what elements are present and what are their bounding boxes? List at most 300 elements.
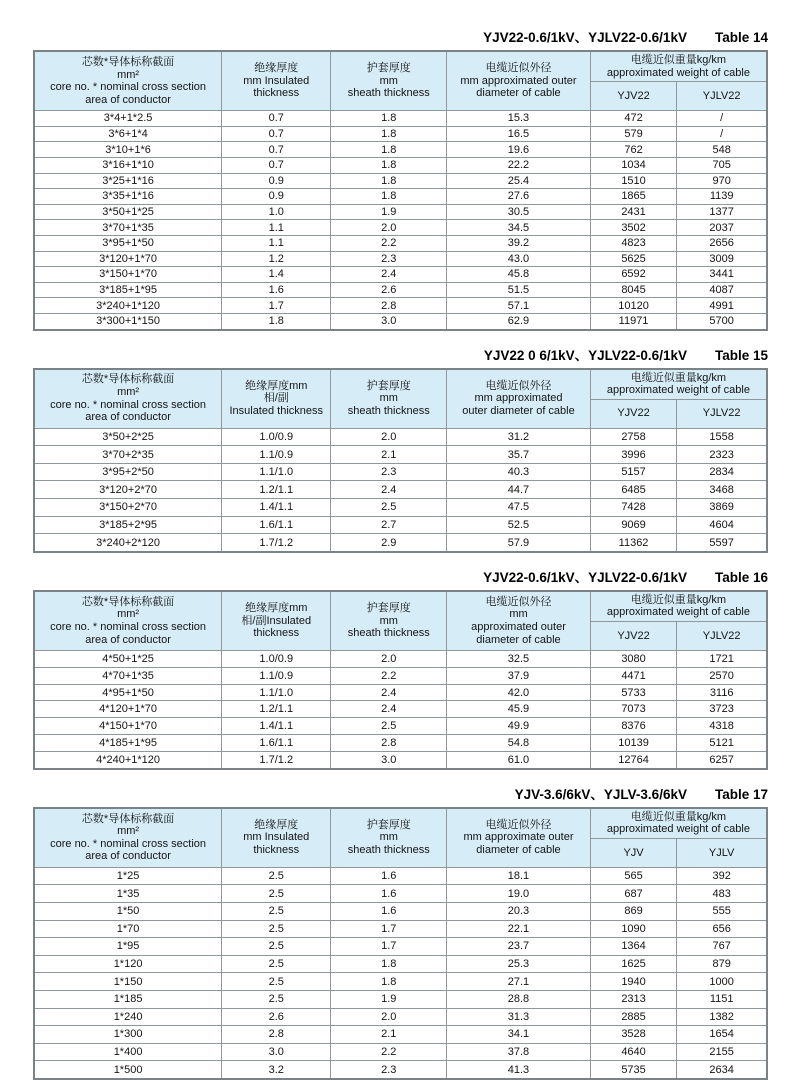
table-row [34,920,767,938]
data-cell: 3*4+1*2.5 [34,111,222,127]
table-row [34,534,767,552]
data-cell: 5157 [590,463,676,481]
table-row [34,973,767,991]
data-cell: 1.2/1.1 [222,481,331,499]
table-row [34,313,767,329]
data-cell: 0.7 [222,142,331,158]
data-cell: 2.8 [222,1026,331,1044]
table-row [34,142,767,158]
data-cell: 548 [677,142,767,158]
table-row [34,751,767,768]
weight-subcolumn-header: YJV22 [590,82,676,111]
data-cell: 1.8 [222,313,331,329]
data-cell: 2758 [590,428,676,446]
data-cell: 12764 [590,751,676,768]
table-14-section [33,30,768,331]
data-cell: 1.6 [331,867,447,885]
data-cell: 2.0 [331,220,447,236]
table-row [34,157,767,173]
weight-column-header: 电缆近似重量kg/km approximated weight of cable [590,808,767,839]
data-cell: 1.1/0.9 [222,667,331,684]
data-cell: 5735 [590,1061,676,1079]
data-cell: 3*120+1*70 [34,251,222,267]
data-cell: 2.4 [331,267,447,283]
data-cell: 22.1 [447,920,591,938]
data-cell: 1.9 [331,990,447,1008]
data-cell: 3*240+1*120 [34,298,222,314]
table-row [34,282,767,298]
data-cell: 565 [590,867,676,885]
table-row [34,718,767,735]
table-row [34,902,767,920]
data-cell: 4823 [590,235,676,251]
table-row [34,701,767,718]
data-cell: 3*50+2*25 [34,428,222,446]
data-cell: 3*10+1*6 [34,142,222,158]
column-header: 芯数*导体标称截面 mm² core no. * nominal cross section area of conductor [34,51,222,111]
data-cell: 2.5 [222,920,331,938]
data-cell: 2.0 [331,1008,447,1026]
data-cell: 4604 [677,516,767,534]
column-header: 绝缘厚度 mm Insulated thickness [222,51,331,111]
column-header: 芯数*导体标称截面 mm² core no. * nominal cross section area of conductor [34,591,222,651]
column-header: 护套厚度 mm sheath thickness [331,369,447,429]
column-header: 绝缘厚度mm 相/副Insulated thickness [222,591,331,651]
data-cell: 3869 [677,499,767,517]
data-cell: 16.5 [447,126,591,142]
data-cell: 0.7 [222,126,331,142]
column-header: 电缆近似外径 mm approximated outer diameter of cable [447,369,591,429]
weight-subcolumn-header: YJLV22 [677,622,767,651]
column-header: 护套厚度 mm sheath thickness [331,51,447,111]
data-cell: 3996 [590,446,676,464]
data-cell: 3116 [677,684,767,701]
data-cell: 1.8 [331,973,447,991]
data-cell: 3468 [677,481,767,499]
data-cell: 3*185+2*95 [34,516,222,534]
data-cell: 705 [677,157,767,173]
data-cell: 1940 [590,973,676,991]
data-cell: 20.3 [447,902,591,920]
data-cell: 1.6 [331,885,447,903]
column-header: 护套厚度 mm sheath thickness [331,591,447,651]
data-cell: 1*120 [34,955,222,973]
data-cell: 47.5 [447,499,591,517]
data-cell: 1.0/0.9 [222,651,331,668]
data-cell: 1.8 [331,142,447,158]
data-cell: 1000 [677,973,767,991]
data-cell: 3*300+1*150 [34,313,222,329]
data-cell: 1*240 [34,1008,222,1026]
table-15 [33,368,768,553]
data-cell: 6257 [677,751,767,768]
table-row [34,298,767,314]
data-cell: 3.0 [222,1043,331,1061]
data-cell: 3*70+1*35 [34,220,222,236]
table-row [34,173,767,189]
table-row [34,938,767,956]
data-cell: 2.5 [331,499,447,517]
data-cell: 1.8 [331,111,447,127]
data-cell: 1.2 [222,251,331,267]
table-row [34,446,767,464]
weight-subcolumn-header: YJLV22 [677,82,767,111]
data-cell: 2.5 [222,973,331,991]
data-cell: 1*70 [34,920,222,938]
data-cell: 52.5 [447,516,591,534]
column-header: 电缆近似外径 mm approximated outer diameter of cable [447,591,591,651]
data-cell: 1090 [590,920,676,938]
data-cell: 23.7 [447,938,591,956]
data-cell: 3*240+2*120 [34,534,222,552]
data-cell: 579 [590,126,676,142]
data-cell: 2.2 [331,235,447,251]
data-cell: 1.6 [222,282,331,298]
column-header: 芯数*导体标称截面 mm² core no. * nominal cross section area of conductor [34,808,222,868]
table-title-models: YJV22 0 6/1kV、YJLV22-0.6/1kV [483,347,687,363]
table-title-label: Table 16 [714,569,768,585]
data-cell: 3*50+1*25 [34,204,222,220]
data-cell: 37.9 [447,667,591,684]
data-cell: 6485 [590,481,676,499]
data-cell: 1.1/1.0 [222,684,331,701]
data-cell: 22.2 [447,157,591,173]
table-row [34,189,767,205]
data-cell: 51.5 [447,282,591,298]
data-cell: 9069 [590,516,676,534]
data-cell: 3.2 [222,1061,331,1079]
table-16-section [33,570,768,770]
data-cell: 2.0 [331,651,447,668]
data-cell: 2.8 [331,735,447,752]
table-row [34,499,767,517]
data-cell: 1.4/1.1 [222,718,331,735]
data-cell: 11971 [590,313,676,329]
data-cell: 3.0 [331,751,447,768]
table-row [34,667,767,684]
data-cell: 970 [677,173,767,189]
data-cell: 4*70+1*35 [34,667,222,684]
weight-subcolumn-header: YJLV [677,838,767,867]
data-cell: 4*185+1*95 [34,735,222,752]
table-17-title [33,787,768,802]
data-cell: 35.7 [447,446,591,464]
data-cell: 2.5 [222,938,331,956]
table-row [34,428,767,446]
data-cell: 40.3 [447,463,591,481]
data-cell: 4087 [677,282,767,298]
data-cell: 3528 [590,1026,676,1044]
data-cell: 869 [590,902,676,920]
weight-subcolumn-header: YJLV22 [677,399,767,428]
data-cell: 0.7 [222,157,331,173]
data-cell: 37.8 [447,1043,591,1061]
table-row [34,885,767,903]
data-cell: 2.5 [222,885,331,903]
weight-column-header: 电缆近似重量kg/km approximated weight of cable [590,591,767,622]
data-cell: 3441 [677,267,767,283]
data-cell: 6592 [590,267,676,283]
data-cell: 656 [677,920,767,938]
data-cell: 43.0 [447,251,591,267]
column-header: 绝缘厚度 mm Insulated thickness [222,808,331,868]
weight-column-header: 电缆近似重量kg/km approximated weight of cable [590,369,767,400]
data-cell: 1*95 [34,938,222,956]
table-16 [33,590,768,770]
data-cell: 1*500 [34,1061,222,1079]
data-cell: 18.1 [447,867,591,885]
data-cell: 41.3 [447,1061,591,1079]
table-row [34,684,767,701]
data-cell: 1.1/1.0 [222,463,331,481]
data-cell: 1.8 [331,189,447,205]
data-cell: 1.8 [331,173,447,189]
data-cell: 2.3 [331,1061,447,1079]
data-cell: 2834 [677,463,767,481]
table-row [34,481,767,499]
table-title-models: YJV-3.6/6kV、YJLV-3.6/6kV [514,786,687,802]
data-cell: 44.7 [447,481,591,499]
data-cell: 1*300 [34,1026,222,1044]
data-cell: 10120 [590,298,676,314]
table-row [34,1008,767,1026]
data-cell: 15.3 [447,111,591,127]
data-cell: 1.1 [222,220,331,236]
data-cell: 2.3 [331,463,447,481]
data-cell: 19.0 [447,885,591,903]
data-cell: 34.5 [447,220,591,236]
data-cell: 2.5 [222,990,331,1008]
data-cell: 2.5 [222,955,331,973]
table-row [34,251,767,267]
data-cell: 1.2/1.1 [222,701,331,718]
data-cell: 3*70+2*35 [34,446,222,464]
data-cell: 2.9 [331,534,447,552]
data-cell: 2570 [677,667,767,684]
data-cell: 2.6 [331,282,447,298]
table-title-models: YJV22-0.6/1kV、YJLV22-0.6/1kV [483,30,687,45]
data-cell: 1.1 [222,235,331,251]
data-cell: 7073 [590,701,676,718]
data-cell: 0.7 [222,111,331,127]
data-cell: 7428 [590,499,676,517]
table-17 [33,807,768,1080]
data-cell: 5733 [590,684,676,701]
data-cell: 3*6+1*4 [34,126,222,142]
data-cell: 3*95+2*50 [34,463,222,481]
data-cell: 1034 [590,157,676,173]
data-cell: 1*35 [34,885,222,903]
data-cell: 34.1 [447,1026,591,1044]
spec-table [33,807,768,1080]
data-cell: 5625 [590,251,676,267]
data-cell: 1.6/1.1 [222,516,331,534]
table-row [34,220,767,236]
data-cell: 1.1/0.9 [222,446,331,464]
data-cell: 555 [677,902,767,920]
data-cell: 3723 [677,701,767,718]
data-cell: 472 [590,111,676,127]
data-cell: 1.6/1.1 [222,735,331,752]
table-row [34,990,767,1008]
data-cell: 54.8 [447,735,591,752]
data-cell: 3*150+1*70 [34,267,222,283]
data-cell: 49.9 [447,718,591,735]
data-cell: 3009 [677,251,767,267]
table-row [34,204,767,220]
data-cell: 1.9 [331,204,447,220]
data-cell: 879 [677,955,767,973]
data-cell: 1*150 [34,973,222,991]
data-cell: 4*50+1*25 [34,651,222,668]
data-cell: 1.4/1.1 [222,499,331,517]
data-cell: 8376 [590,718,676,735]
data-cell: 1625 [590,955,676,973]
data-cell: 3.0 [331,313,447,329]
data-cell: 0.9 [222,173,331,189]
column-header: 护套厚度 mm sheath thickness [331,808,447,868]
table-row [34,516,767,534]
table-17-section [33,787,768,1080]
column-header: 电缆近似外径 mm approximated outer diameter of cable [447,51,591,111]
data-cell: 3*25+1*16 [34,173,222,189]
data-cell: 1377 [677,204,767,220]
data-cell: 1.8 [331,126,447,142]
data-cell: 1.6 [331,902,447,920]
data-cell: 1865 [590,189,676,205]
data-cell: 687 [590,885,676,903]
data-cell: 3*150+2*70 [34,499,222,517]
data-cell: 2431 [590,204,676,220]
data-cell: 1.8 [331,955,447,973]
data-cell: 2.6 [222,1008,331,1026]
data-cell: 3502 [590,220,676,236]
spec-table [33,590,768,770]
data-cell: 39.2 [447,235,591,251]
data-cell: 42.0 [447,684,591,701]
table-15-section [33,348,768,553]
data-cell: 2.8 [331,298,447,314]
data-cell: / [677,126,767,142]
data-cell: 2.0 [331,428,447,446]
data-cell: 4318 [677,718,767,735]
data-cell: 3080 [590,651,676,668]
data-cell: 25.4 [447,173,591,189]
data-cell: 2634 [677,1061,767,1079]
data-cell: 1*25 [34,867,222,885]
data-cell: 11362 [590,534,676,552]
column-header: 芯数*导体标称截面 mm² core no. * nominal cross section area of conductor [34,369,222,429]
data-cell: 1.8 [331,157,447,173]
table-row [34,126,767,142]
data-cell: 1*50 [34,902,222,920]
data-cell: 1151 [677,990,767,1008]
weight-subcolumn-header: YJV22 [590,622,676,651]
table-row [34,735,767,752]
table-row [34,955,767,973]
data-cell: 1364 [590,938,676,956]
data-cell: 1.7 [331,920,447,938]
data-cell: 2.5 [222,902,331,920]
data-cell: 5121 [677,735,767,752]
data-cell: 2.2 [331,1043,447,1061]
data-cell: 2.1 [331,446,447,464]
column-header: 绝缘厚度mm 相/副 Insulated thickness [222,369,331,429]
data-cell: 32.5 [447,651,591,668]
data-cell: 4*95+1*50 [34,684,222,701]
data-cell: 10139 [590,735,676,752]
data-cell: 3*185+1*95 [34,282,222,298]
table-16-title [33,570,768,585]
data-cell: 30.5 [447,204,591,220]
data-cell: 4640 [590,1043,676,1061]
data-cell: 2323 [677,446,767,464]
weight-column-header: 电缆近似重量kg/km approximated weight of cable [590,51,767,82]
weight-subcolumn-header: YJV [590,838,676,867]
data-cell: 2.3 [331,251,447,267]
data-cell: 19.6 [447,142,591,158]
table-row [34,1061,767,1079]
data-cell: 62.9 [447,313,591,329]
data-cell: 1.7 [331,938,447,956]
table-row [34,267,767,283]
data-cell: 3*120+2*70 [34,481,222,499]
data-cell: 5700 [677,313,767,329]
data-cell: 45.8 [447,267,591,283]
data-cell: 31.3 [447,1008,591,1026]
data-cell: 483 [677,885,767,903]
data-cell: 4*150+1*70 [34,718,222,735]
data-cell: 31.2 [447,428,591,446]
data-cell: 1.4 [222,267,331,283]
data-cell: 1.0 [222,204,331,220]
data-cell: 57.9 [447,534,591,552]
table-row [34,111,767,127]
table-title-label: Table 14 [714,30,768,45]
data-cell: 2656 [677,235,767,251]
data-cell: 27.6 [447,189,591,205]
data-cell: 57.1 [447,298,591,314]
table-14 [33,50,768,331]
column-header: 电缆近似外径 mm approximate outer diameter of cable [447,808,591,868]
weight-subcolumn-header: YJV22 [590,399,676,428]
data-cell: 1*400 [34,1043,222,1061]
data-cell: 1.7 [222,298,331,314]
data-cell: 4*120+1*70 [34,701,222,718]
table-title-models: YJV22-0.6/1kV、YJLV22-0.6/1kV [483,569,687,585]
data-cell: 1721 [677,651,767,668]
data-cell: 2.2 [331,667,447,684]
data-cell: 25.3 [447,955,591,973]
data-cell: 2.4 [331,481,447,499]
data-cell: 2.4 [331,684,447,701]
data-cell: 2037 [677,220,767,236]
data-cell: 1*185 [34,990,222,1008]
data-cell: / [677,111,767,127]
data-cell: 4991 [677,298,767,314]
data-cell: 1139 [677,189,767,205]
data-cell: 2.5 [222,867,331,885]
data-cell: 2313 [590,990,676,1008]
data-cell: 5597 [677,534,767,552]
data-cell: 61.0 [447,751,591,768]
data-cell: 1.7/1.2 [222,751,331,768]
table-14-title [33,30,768,45]
data-cell: 4*240+1*120 [34,751,222,768]
table-row [34,463,767,481]
data-cell: 2.5 [331,718,447,735]
data-cell: 2155 [677,1043,767,1061]
